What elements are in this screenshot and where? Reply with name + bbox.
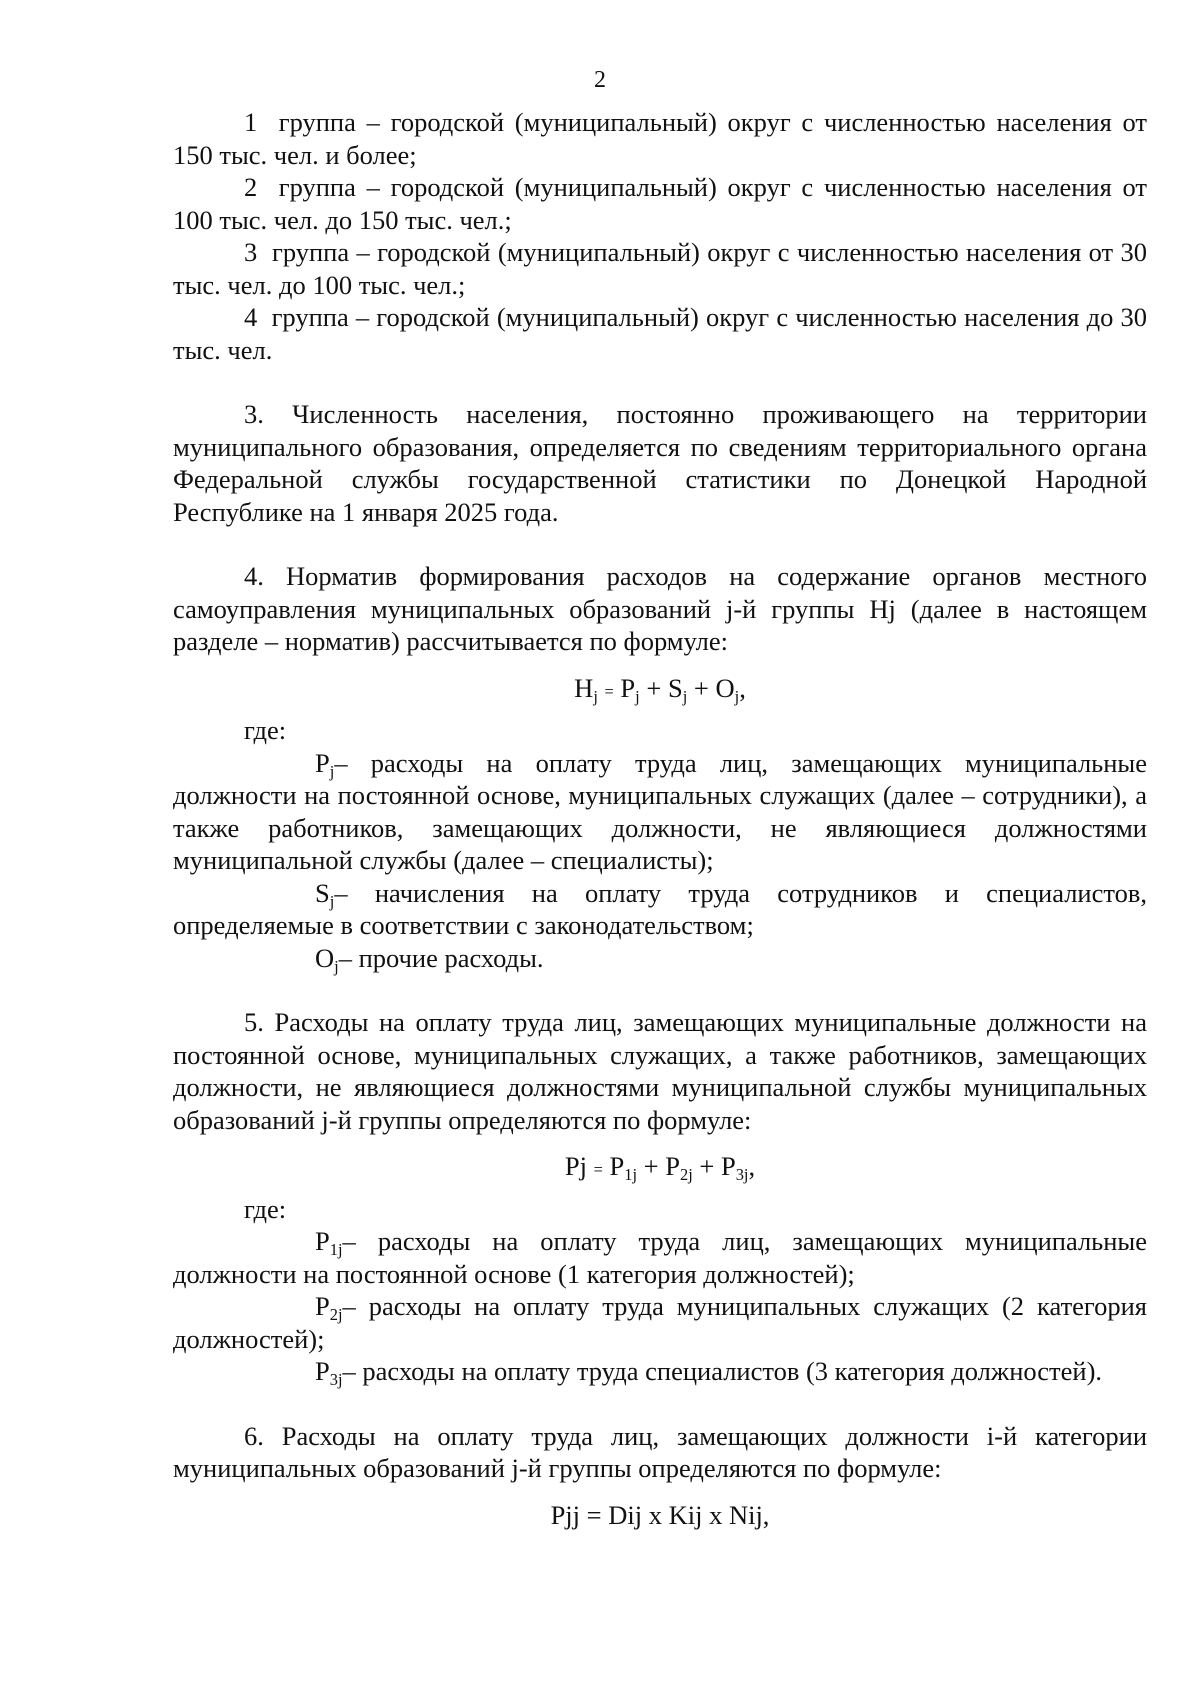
- group-4: 4 группа – городской (муниципальный) округ с численностью населения до 30 тыс. чел.: [173, 302, 1148, 365]
- formula-salary: $Pj = P_{1j} + P_{2j} + P_{3j}$,: [564, 1151, 756, 1184]
- where-label-1: где:: [244, 715, 287, 745]
- formula-category-salary: Pjj = Dij x Kij x Nij,: [550, 1499, 770, 1530]
- definition-p3: $P_{3j}-$ расходы на оплату труда специалистов (3 категория должностей).: [315, 1356, 1103, 1389]
- definition-p: $P_j-$ расходы на оплату труда лиц, замещающих муниципальные должности на постоянной основе, муниципальных служащих (далее – сотрудники), а также работников, замещающих должности, не являющиеся должностями муниципальной службы (далее – специалисты);: [173, 747, 1147, 875]
- item-4: 4. Норматив формирования расходов на содержание органов местного самоуправления муниципальных образований j-й группы Hj (далее в настоящем разделе – норматив) рассчитывается по формуле:: [173, 561, 1147, 656]
- group-3: 3 группа – городской (муниципальный) округ с численностью населения от 30 тыс. чел. до 100 тыс. чел.;: [173, 237, 1147, 300]
- where-label-2: где:: [244, 1193, 287, 1224]
- item-3: 3. Численность населения, постоянно проживающего на территории муниципального образования, определяется по сведениям территориального органа Федеральной службы государственной статистики по Донецкой Народной Республике на 1 января 2025 года.: [173, 399, 1147, 527]
- definition-s: $S_j-$ начисления на оплату труда сотрудников и специалистов, определяемые в соответствии с законодательством;: [173, 877, 1147, 940]
- page-number: 2: [594, 67, 606, 93]
- group-1: 1 группа – городской (муниципальный) округ с численностью населения от 150 тыс. чел. и более;: [173, 107, 1147, 170]
- item-6: 6. Расходы на оплату труда лиц, замещающих должности i-й категории муниципальных образований j-й группы определяются по формуле:: [173, 1420, 1147, 1483]
- group-2: 2 группа – городской (муниципальный) округ с численностью населения от 100 тыс. чел. до 150 тыс. чел.;: [173, 172, 1147, 235]
- formula-normative: $H_j = P_j + S_j + O_j$,: [574, 672, 746, 706]
- definition-p1: $P_{1j}-$ расходы на оплату труда лиц, замещающих муниципальные должности на постоянной основе (1 категория должностей);: [173, 1226, 1147, 1289]
- item-5: 5. Расходы на оплату труда лиц, замещающих муниципальные должности на постоянной основе, муниципальных служащих, а также работников, замещающих должности, не являющиеся должностями муниципальной службы муниципальных образований j-й группы определяются по формуле:: [173, 1007, 1147, 1135]
- document-body: [173, 106, 1147, 1537]
- definition-p2: $P_{2j}-$ расходы на оплату труда муниципальных служащих (2 категория должностей);: [173, 1291, 1147, 1354]
- definition-o: $O_j-$ прочие расходы.: [315, 942, 544, 976]
